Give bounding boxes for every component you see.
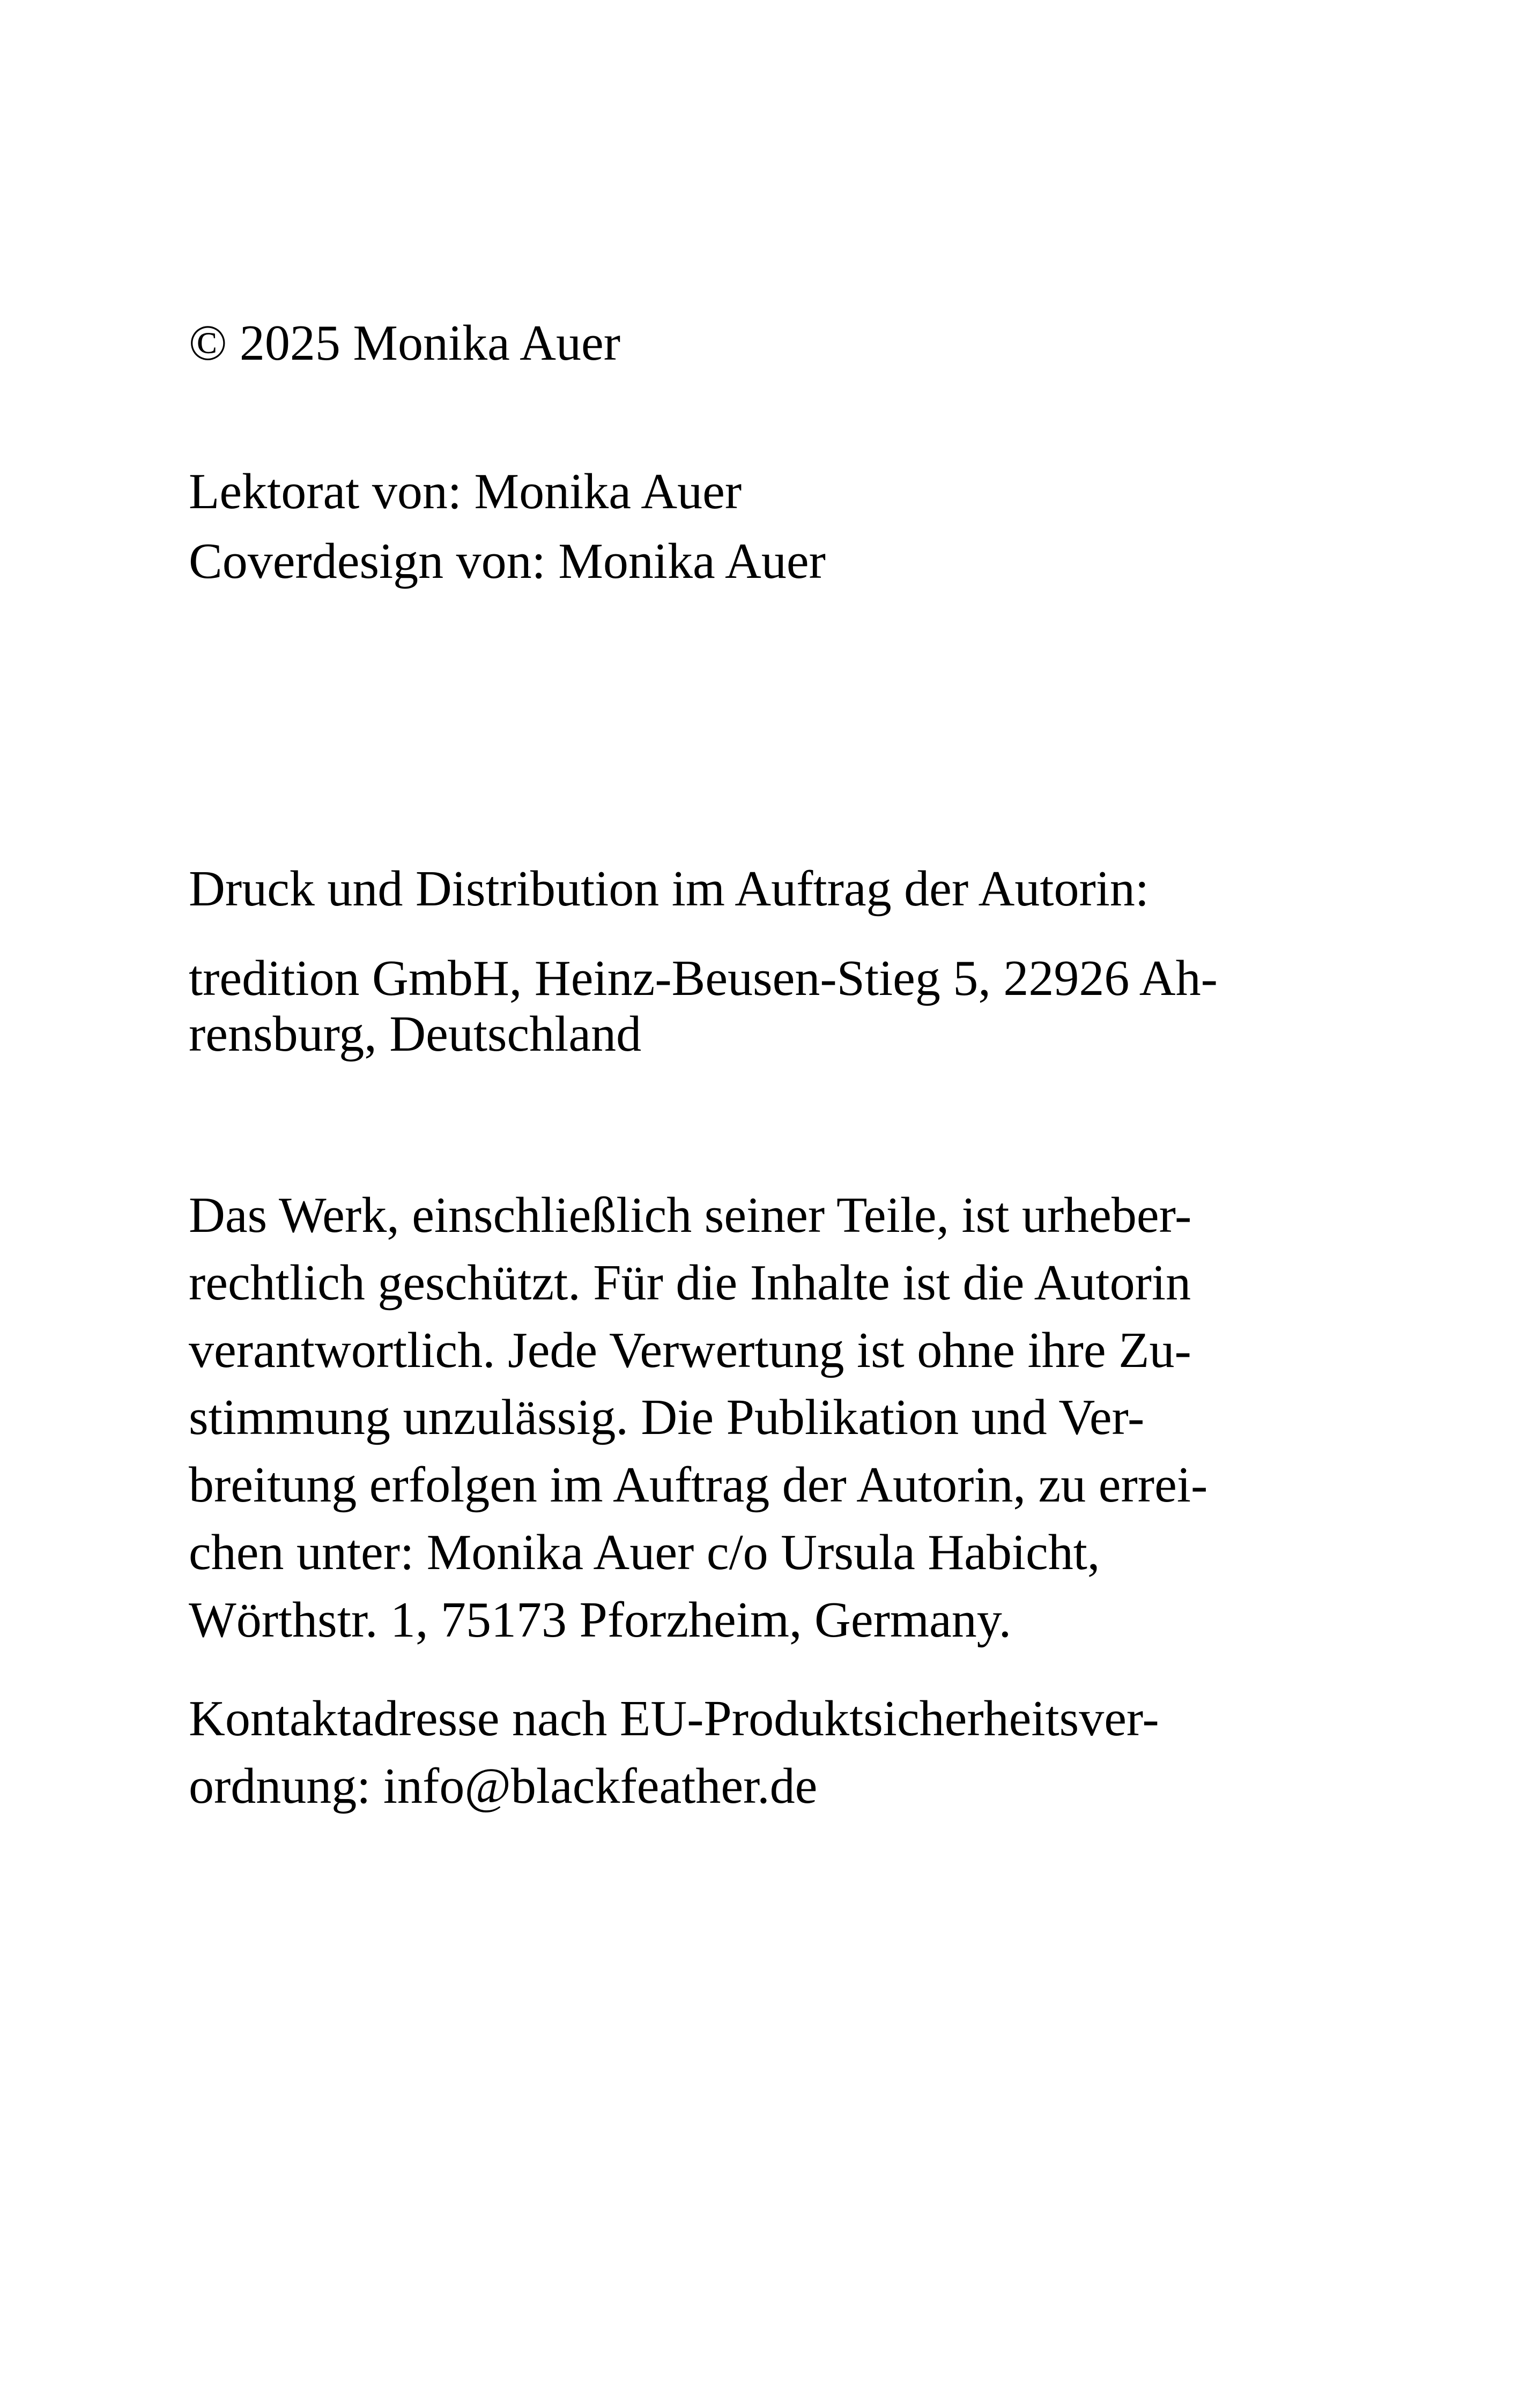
contact-line: ordnung: info@blackfeather.de bbox=[189, 1758, 818, 1814]
legal-notice-line: rechtlich geschützt. Für die Inhalte ist die Autorin bbox=[189, 1255, 1191, 1311]
copyright-line: © 2025 Monika Auer bbox=[189, 315, 621, 371]
legal-notice-line: verantwortlich. Jede Verwertung ist ohne ihre Zu- bbox=[189, 1322, 1191, 1378]
legal-notice-line: Wörthstr. 1, 75173 Pforzheim, Germany. bbox=[189, 1592, 1012, 1648]
cover-design-credit: Coverdesign von: Monika Auer bbox=[189, 533, 826, 589]
contact-line: Kontaktadresse nach EU-Produktsicherheitsver- bbox=[189, 1691, 1159, 1746]
editing-credit: Lektorat von: Monika Auer bbox=[189, 464, 742, 519]
printing-heading: Druck und Distribution im Auftrag der Autorin: bbox=[189, 861, 1150, 917]
legal-notice-line: breitung erfolgen im Auftrag der Autorin, zu errei- bbox=[189, 1457, 1208, 1513]
legal-notice-line: chen unter: Monika Auer c/o Ursula Habicht, bbox=[189, 1525, 1100, 1580]
legal-notice-line: stimmung unzulässig. Die Publikation und Ver- bbox=[189, 1389, 1145, 1445]
printing-address-line: tredition GmbH, Heinz-Beusen-Stieg 5, 22926 Ah- bbox=[189, 950, 1218, 1006]
printing-address-line: rensburg, Deutschland bbox=[189, 1006, 642, 1062]
legal-notice-line: Das Werk, einschließlich seiner Teile, ist urheber- bbox=[189, 1187, 1192, 1243]
